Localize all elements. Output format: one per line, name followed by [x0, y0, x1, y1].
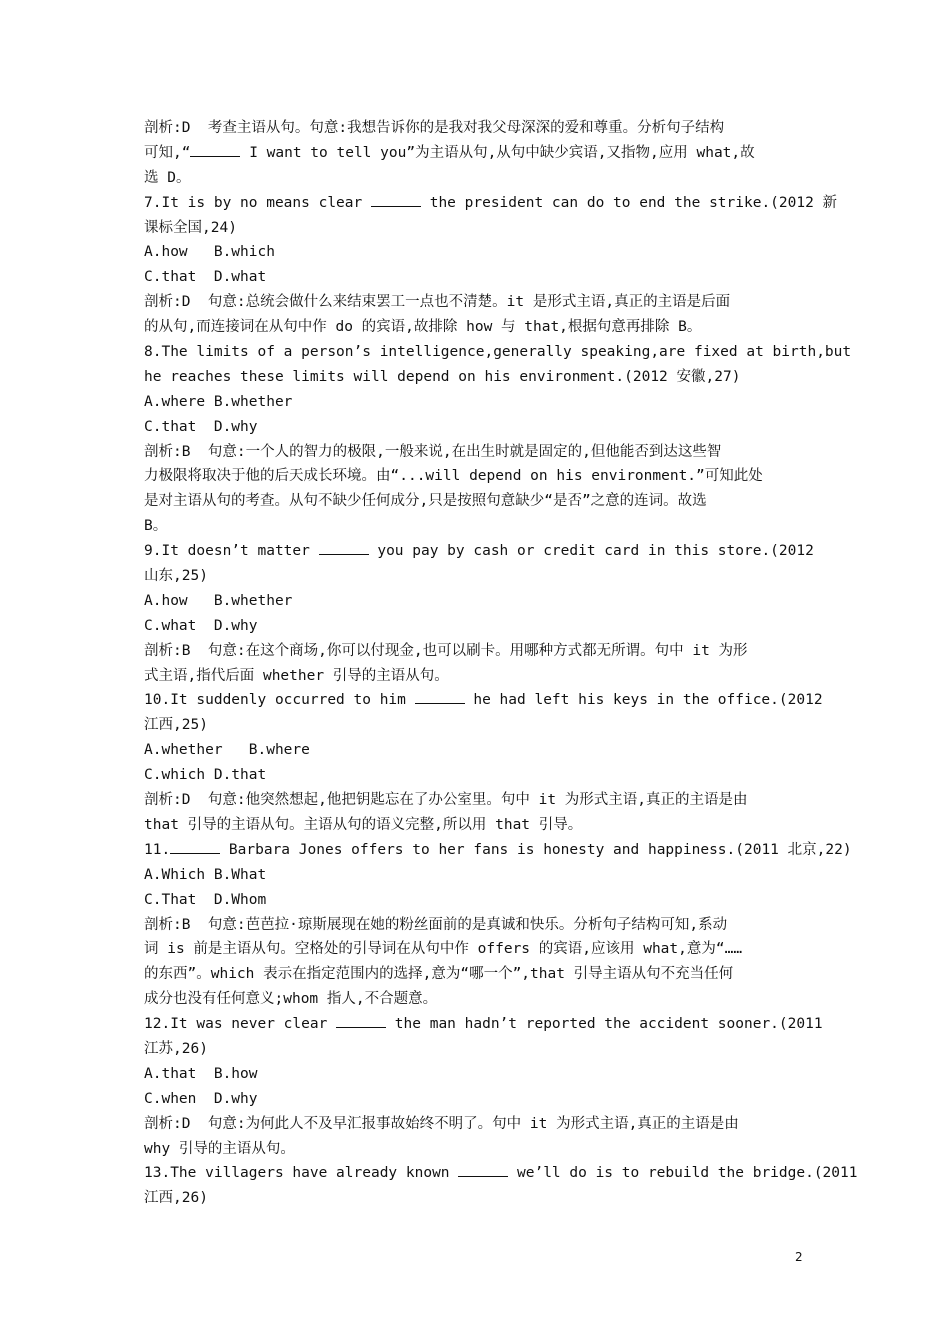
line-text: 江西,25): [144, 717, 208, 734]
text-line: [144, 763, 808, 788]
line-text: 江苏,26): [144, 1040, 208, 1057]
text-line: [144, 937, 808, 962]
text-line: [144, 564, 808, 589]
text-line: [144, 265, 808, 290]
text-line: [144, 962, 808, 987]
line-text: 8.The limits of a person’s intelligence,generally speaking,are fixed at birth,but: [144, 344, 852, 361]
text-line: [144, 1186, 808, 1211]
answer-blank: [170, 839, 220, 854]
text-line: [144, 315, 808, 340]
line-text: he reaches these limits will depend on his environment.(2012 安徽,27): [144, 368, 741, 385]
line-text: A.Which B.What: [144, 866, 267, 883]
text-line: [144, 166, 808, 191]
text-line: [144, 1087, 808, 1112]
answer-blank: [319, 540, 369, 555]
text-line: [144, 589, 808, 614]
text-line: [144, 888, 808, 913]
text-line: [144, 614, 808, 639]
text-line: [144, 415, 808, 440]
text-line: [144, 216, 808, 241]
text-line: [144, 240, 808, 265]
text-line: [144, 390, 808, 415]
line-text: B。: [144, 518, 168, 535]
text-line: [144, 539, 814, 564]
line-text: 9.It doesn’t matter: [144, 543, 319, 560]
line-text: 剖析:D 考查主语从句。句意:我想告诉你的是我对我父母深深的爱和尊重。分析句子结构: [144, 120, 725, 136]
line-text: 成分也没有任何意义;whom 指人,不合题意。: [144, 991, 438, 1008]
line-text: A.whether B.where: [144, 742, 310, 759]
line-text: 12.It was never clear: [144, 1016, 337, 1033]
line-text: 山东,25): [144, 568, 208, 585]
text-line: [144, 664, 808, 689]
line-text: the man hadn’t reported the accident sooner.(2011: [386, 1016, 823, 1033]
line-text: 13.The villagers have already known: [144, 1165, 459, 1182]
text-line: [144, 116, 808, 141]
line-text: 11.: [144, 841, 171, 858]
line-text: 的东西”。which 表示在指定范围内的选择,意为“哪一个”,that 引导主语从句不充当任何: [144, 966, 734, 983]
line-text: C.that D.why: [144, 418, 258, 435]
text-line: [144, 738, 808, 763]
answer-blank: [190, 142, 240, 157]
line-text: 式主语,指代后面 whether 引导的主语从句。: [144, 667, 449, 684]
line-text: 剖析:D 句意:总统会做什么来结束罢工一点也不清楚。it 是形式主语,真正的主语是后面: [144, 294, 731, 311]
document-body: [144, 116, 858, 1211]
text-line: [144, 340, 852, 365]
line-text: 的从句,而连接词在从句中作 do 的宾语,故排除 how 与 that,根据句意再排除 B。: [144, 319, 702, 336]
text-line: [144, 863, 808, 888]
line-text: we’ll do is to rebuild the bridge.(2011: [508, 1165, 858, 1182]
line-text: why 引导的主语从句。: [144, 1140, 295, 1157]
line-text: the president can do to end the strike.(2012 新: [420, 194, 838, 211]
text-line: [144, 1161, 858, 1186]
line-text: 可知,“: [144, 144, 191, 161]
text-line: [144, 1037, 808, 1062]
text-line: [144, 464, 808, 489]
line-text: C.when D.why: [144, 1090, 258, 1107]
text-line: [144, 713, 808, 738]
text-line: [144, 514, 808, 539]
text-line: [144, 987, 808, 1012]
line-text: A.how B.whether: [144, 592, 293, 609]
text-line: [144, 688, 823, 713]
text-line: [144, 1137, 808, 1162]
text-line: [144, 290, 808, 315]
text-line: [144, 191, 838, 216]
line-text: he had left his keys in the office.(2012: [464, 692, 823, 709]
answer-blank: [458, 1162, 508, 1177]
line-text: 课标全国,24): [144, 219, 237, 236]
line-text: 剖析:D 句意:为何此人不及早汇报事故始终不明了。句中 it 为形式主语,真正的主语是由: [144, 1115, 739, 1132]
answer-blank: [336, 1013, 386, 1028]
text-line: [144, 1012, 823, 1037]
line-text: C.that D.what: [144, 269, 267, 286]
answer-blank: [371, 192, 421, 207]
line-text: 剖析:D 句意:他突然想起,他把钥匙忘在了办公室里。句中 it 为形式主语,真正的主语是由: [144, 792, 748, 809]
line-text: 剖析:B 句意:在这个商场,你可以付现金,也可以刷卡。用哪种方式都无所谓。句中 it 为形: [144, 642, 748, 659]
line-text: A.that B.how: [144, 1065, 258, 1082]
line-text: A.where B.whether: [144, 393, 293, 410]
line-text: 7.It is by no means clear: [144, 194, 371, 211]
text-line: [144, 141, 808, 166]
text-line: [144, 365, 808, 390]
line-text: A.how B.which: [144, 244, 275, 261]
line-text: 剖析:B 句意:一个人的智力的极限,一般来说,在出生时就是固定的,但他能否到达这些智: [144, 443, 722, 460]
line-text: 词 is 前是主语从句。空格处的引导词在从句中作 offers 的宾语,应该用 what,意为“……: [144, 941, 743, 958]
text-line: [144, 1062, 808, 1087]
text-line: [144, 1112, 808, 1137]
line-text: C.That D.Whom: [144, 891, 267, 908]
page-number: 2: [795, 1250, 803, 1264]
line-text: I want to tell you”为主语从句,从句中缺少宾语,又指物,应用 what,故: [240, 144, 755, 161]
line-text: Barbara Jones offers to her fans is honesty and happiness.(2011 北京,22): [220, 841, 852, 858]
text-line: [144, 639, 808, 664]
line-text: 力极限将取决于他的后天成长环境。由“...will depend on his environment.”可知此处: [144, 468, 763, 485]
text-line: [144, 489, 808, 514]
text-line: [144, 440, 808, 465]
text-line: [144, 838, 852, 863]
text-line: [144, 788, 808, 813]
line-text: 江西,26): [144, 1190, 208, 1207]
line-text: C.what D.why: [144, 617, 258, 634]
answer-blank: [415, 689, 465, 704]
line-text: 剖析:B 句意:芭芭拉·琼斯展现在她的粉丝面前的是真诚和快乐。分析句子结构可知,系动: [144, 916, 728, 933]
line-text: that 引导的主语从句。主语从句的语义完整,所以用 that 引导。: [144, 816, 583, 833]
line-text: C.which D.that: [144, 767, 267, 784]
text-line: [144, 813, 808, 838]
line-text: 选 D。: [144, 169, 191, 186]
text-line: [144, 913, 808, 938]
line-text: 是对主语从句的考查。从句不缺少任何成分,只是按照句意缺少“是否”之意的连词。故选: [144, 493, 707, 510]
line-text: 10.It suddenly occurred to him: [144, 692, 415, 709]
line-text: you pay by cash or credit card in this store.(2012: [368, 543, 814, 560]
